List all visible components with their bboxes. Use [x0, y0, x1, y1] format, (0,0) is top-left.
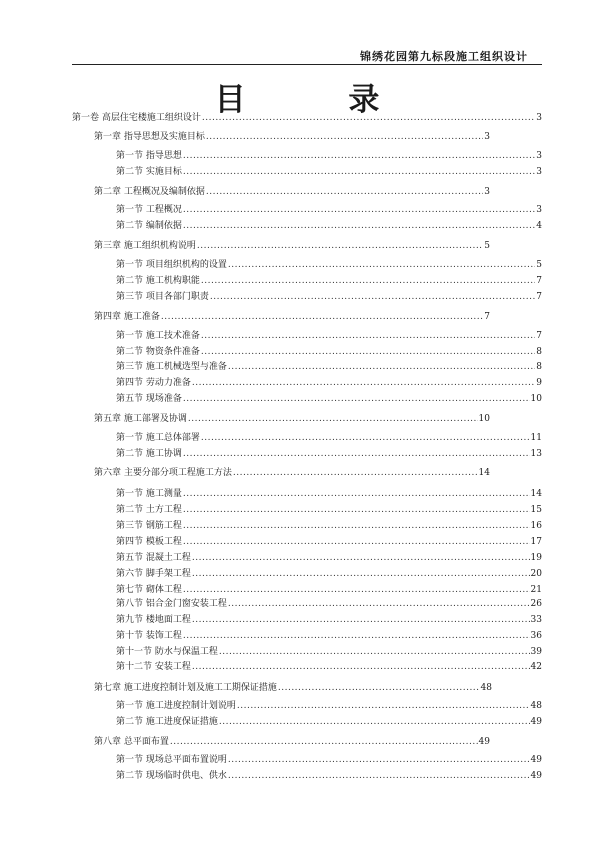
toc-leader-dots	[278, 683, 480, 692]
toc-entry-page: 49	[530, 717, 542, 726]
toc-entry[interactable]	[116, 446, 542, 458]
toc-entry-label: 第三节 施工机械选型与准备	[116, 362, 227, 371]
toc-leader-dots	[183, 221, 535, 230]
toc-entry[interactable]	[116, 698, 542, 710]
toc-entry-page: 7	[536, 331, 542, 340]
toc-leader-dots	[201, 347, 535, 356]
toc-entry-page: 5	[536, 260, 542, 269]
toc-leader-dots	[237, 701, 530, 710]
toc-entry-label: 第七章 施工进度控制计划及施工工期保证措施	[94, 683, 277, 692]
toc-leader-dots	[202, 113, 535, 122]
toc-leader-dots	[192, 615, 530, 624]
toc-entry[interactable]	[94, 309, 490, 321]
toc-entry-label: 第五章 施工部署及协调	[94, 414, 187, 423]
toc-entry[interactable]	[116, 714, 542, 726]
toc-leader-dots	[183, 449, 530, 458]
toc-entry-label: 第六章 主要分部分项工程施工方法	[94, 468, 232, 477]
toc-entry[interactable]	[116, 273, 542, 285]
document-header: 锦绣花园第九标段施工组织设计	[360, 50, 528, 63]
toc-entry[interactable]	[116, 202, 542, 214]
toc-entry-page: 5	[484, 241, 490, 250]
toc-leader-dots	[210, 292, 535, 301]
toc-entry-label: 第二节 施工协调	[116, 449, 182, 458]
toc-entry-page: 4	[536, 221, 542, 230]
toc-entry[interactable]	[116, 502, 542, 514]
toc-leader-dots	[233, 468, 478, 477]
toc-entry-page: 7	[536, 292, 542, 301]
toc-leader-dots	[183, 505, 530, 514]
toc-entry-label: 第五节 混凝土工程	[116, 553, 191, 562]
toc-entry-page: 26	[530, 599, 542, 608]
toc-entry[interactable]	[94, 411, 490, 423]
toc-leader-dots	[183, 151, 535, 160]
toc-leader-dots	[197, 241, 483, 250]
toc-entry[interactable]	[116, 596, 542, 608]
toc-entry-label: 第一章 指导思想及实施目标	[94, 132, 205, 141]
toc-leader-dots	[219, 647, 530, 656]
toc-entry[interactable]	[116, 218, 542, 230]
toc-entry-page: 3	[536, 167, 542, 176]
toc-entry[interactable]	[94, 734, 490, 746]
toc-entry-label: 第二节 施工进度保证措施	[116, 717, 218, 726]
toc-entry[interactable]	[94, 465, 490, 477]
toc-entry-label: 第二节 实施目标	[116, 167, 182, 176]
toc-leader-dots	[183, 394, 530, 403]
toc-entry[interactable]	[116, 534, 542, 546]
toc-entry[interactable]	[116, 375, 542, 387]
toc-leader-dots	[228, 755, 530, 764]
toc-leader-dots	[183, 489, 530, 498]
toc-entry-label: 第十二节 安装工程	[116, 662, 191, 671]
toc-entry-label: 第八节 铝合金门窗安装工程	[116, 599, 227, 608]
toc-leader-dots	[183, 167, 535, 176]
toc-entry-label: 第一节 现场总平面布置说明	[116, 755, 227, 764]
toc-leader-dots	[192, 662, 530, 671]
toc-entry-page: 36	[530, 631, 542, 640]
toc-entry[interactable]	[116, 257, 542, 269]
toc-entry-label: 第八章 总平面布置	[94, 737, 169, 746]
toc-leader-dots	[228, 260, 535, 269]
toc-entry-page: 9	[536, 378, 542, 387]
toc-entry-label: 第四章 施工准备	[94, 312, 160, 321]
toc-entry[interactable]	[116, 328, 542, 340]
toc-entry-page: 21	[530, 585, 542, 594]
toc-entry-page: 49	[530, 771, 542, 780]
toc-entry-page: 7	[484, 312, 490, 321]
toc-leader-dots	[219, 717, 530, 726]
toc-entry-page: 13	[530, 449, 542, 458]
toc-entry-page: 3	[536, 205, 542, 214]
toc-entry[interactable]	[116, 518, 542, 530]
toc-entry[interactable]	[116, 391, 542, 403]
toc-entry-page: 39	[530, 647, 542, 656]
toc-entry[interactable]	[72, 110, 542, 122]
toc-entry-label: 第七节 砌体工程	[116, 585, 182, 594]
toc-entry-page: 7	[536, 276, 542, 285]
toc-entry-page: 10	[478, 414, 490, 423]
toc-leader-dots	[183, 521, 530, 530]
toc-leader-dots	[183, 631, 530, 640]
toc-entry-page: 14	[530, 489, 542, 498]
toc-entry[interactable]	[116, 612, 542, 624]
toc-entry-page: 49	[530, 755, 542, 764]
toc-leader-dots	[161, 312, 483, 321]
toc-leader-dots	[228, 362, 535, 371]
toc-leader-dots	[206, 132, 483, 141]
toc-leader-dots	[206, 187, 483, 196]
toc-leader-dots	[228, 599, 530, 608]
toc-entry[interactable]	[116, 289, 542, 301]
toc-entry[interactable]	[116, 644, 542, 656]
toc-leader-dots	[201, 276, 535, 285]
toc-entry-label: 第二节 物资条件准备	[116, 347, 200, 356]
toc-entry-page: 3	[536, 151, 542, 160]
toc-entry-label: 第四节 模板工程	[116, 537, 182, 546]
toc-entry[interactable]	[94, 238, 490, 250]
toc-entry-page: 3	[484, 132, 490, 141]
toc-entry-page: 3	[484, 187, 490, 196]
toc-entry-label: 第二节 编制依据	[116, 221, 182, 230]
toc-entry-label: 第五节 现场准备	[116, 394, 182, 403]
toc-entry-page: 49	[478, 737, 490, 746]
toc-entry[interactable]	[116, 148, 542, 160]
toc-entry-label: 第三节 钢筋工程	[116, 521, 182, 530]
toc-entry-page: 19	[530, 553, 542, 562]
toc-entry-label: 第六节 脚手架工程	[116, 569, 191, 578]
toc-entry[interactable]	[116, 566, 542, 578]
toc-entry-page: 8	[536, 347, 542, 356]
toc-entry-page: 3	[536, 113, 542, 122]
toc-leader-dots	[192, 569, 530, 578]
toc-entry-page: 8	[536, 362, 542, 371]
toc-entry-label: 第一节 施工进度控制计划说明	[116, 701, 236, 710]
toc-entry-label: 第十一节 防水与保温工程	[116, 647, 218, 656]
toc-entry-label: 第四节 劳动力准备	[116, 378, 191, 387]
toc-entry-page: 10	[530, 394, 542, 403]
toc-entry[interactable]	[116, 430, 542, 442]
toc-entry-label: 第一卷 高层住宅楼施工组织设计	[72, 113, 201, 122]
toc-entry[interactable]	[116, 628, 542, 640]
toc-entry-page: 42	[530, 662, 542, 671]
toc-entry[interactable]	[94, 129, 490, 141]
toc-entry-page: 48	[480, 683, 492, 692]
toc-leader-dots	[192, 553, 530, 562]
toc-leader-dots	[201, 433, 530, 442]
toc-entry[interactable]	[116, 768, 542, 780]
toc-entry[interactable]	[116, 550, 542, 562]
toc-entry-page: 11	[530, 433, 542, 442]
toc-entry-page: 17	[530, 537, 542, 546]
toc-entry-label: 第一节 施工测量	[116, 489, 182, 498]
toc-entry-label: 第一节 施工总体部署	[116, 433, 200, 442]
toc-leader-dots	[188, 414, 478, 423]
toc-entry-page: 15	[530, 505, 542, 514]
header-rule	[72, 64, 542, 65]
toc-entry[interactable]	[116, 344, 542, 356]
toc-leader-dots	[183, 585, 530, 594]
toc-entry-page: 48	[530, 701, 542, 710]
page-title: 目 录	[214, 82, 426, 118]
toc-entry[interactable]	[94, 680, 492, 692]
toc-entry-label: 第十节 装饰工程	[116, 631, 182, 640]
toc-entry-label: 第九节 楼地面工程	[116, 615, 191, 624]
toc-entry-label: 第二节 土方工程	[116, 505, 182, 514]
toc-entry-label: 第三节 项目各部门职责	[116, 292, 209, 301]
toc-entry[interactable]	[116, 659, 542, 671]
toc-leader-dots	[201, 331, 535, 340]
toc-entry[interactable]	[94, 184, 490, 196]
toc-leader-dots	[183, 537, 530, 546]
toc-entry-page: 14	[478, 468, 490, 477]
toc-leader-dots	[170, 737, 478, 746]
toc-entry[interactable]	[116, 486, 542, 498]
toc-leader-dots	[183, 205, 535, 214]
toc-leader-dots	[192, 378, 535, 387]
toc-entry[interactable]	[116, 359, 542, 371]
toc-leader-dots	[228, 771, 530, 780]
toc-entry-label: 第二节 施工机构职能	[116, 276, 200, 285]
toc-entry-label: 第二节 现场临时供电、供水	[116, 771, 227, 780]
toc-entry[interactable]	[116, 582, 542, 594]
toc-entry-label: 第二章 工程概况及编制依据	[94, 187, 205, 196]
toc-entry[interactable]	[116, 752, 542, 764]
toc-entry-label: 第一节 项目组织机构的设置	[116, 260, 227, 269]
toc-entry-label: 第一节 指导思想	[116, 151, 182, 160]
toc-entry-page: 16	[530, 521, 542, 530]
toc-entry-label: 第三章 施工组织机构说明	[94, 241, 196, 250]
toc-entry-label: 第一节 施工技术准备	[116, 331, 200, 340]
toc-entry-page: 20	[530, 569, 542, 578]
toc-entry-label: 第一节 工程概况	[116, 205, 182, 214]
toc-entry-page: 33	[530, 615, 542, 624]
toc-entry[interactable]	[116, 164, 542, 176]
